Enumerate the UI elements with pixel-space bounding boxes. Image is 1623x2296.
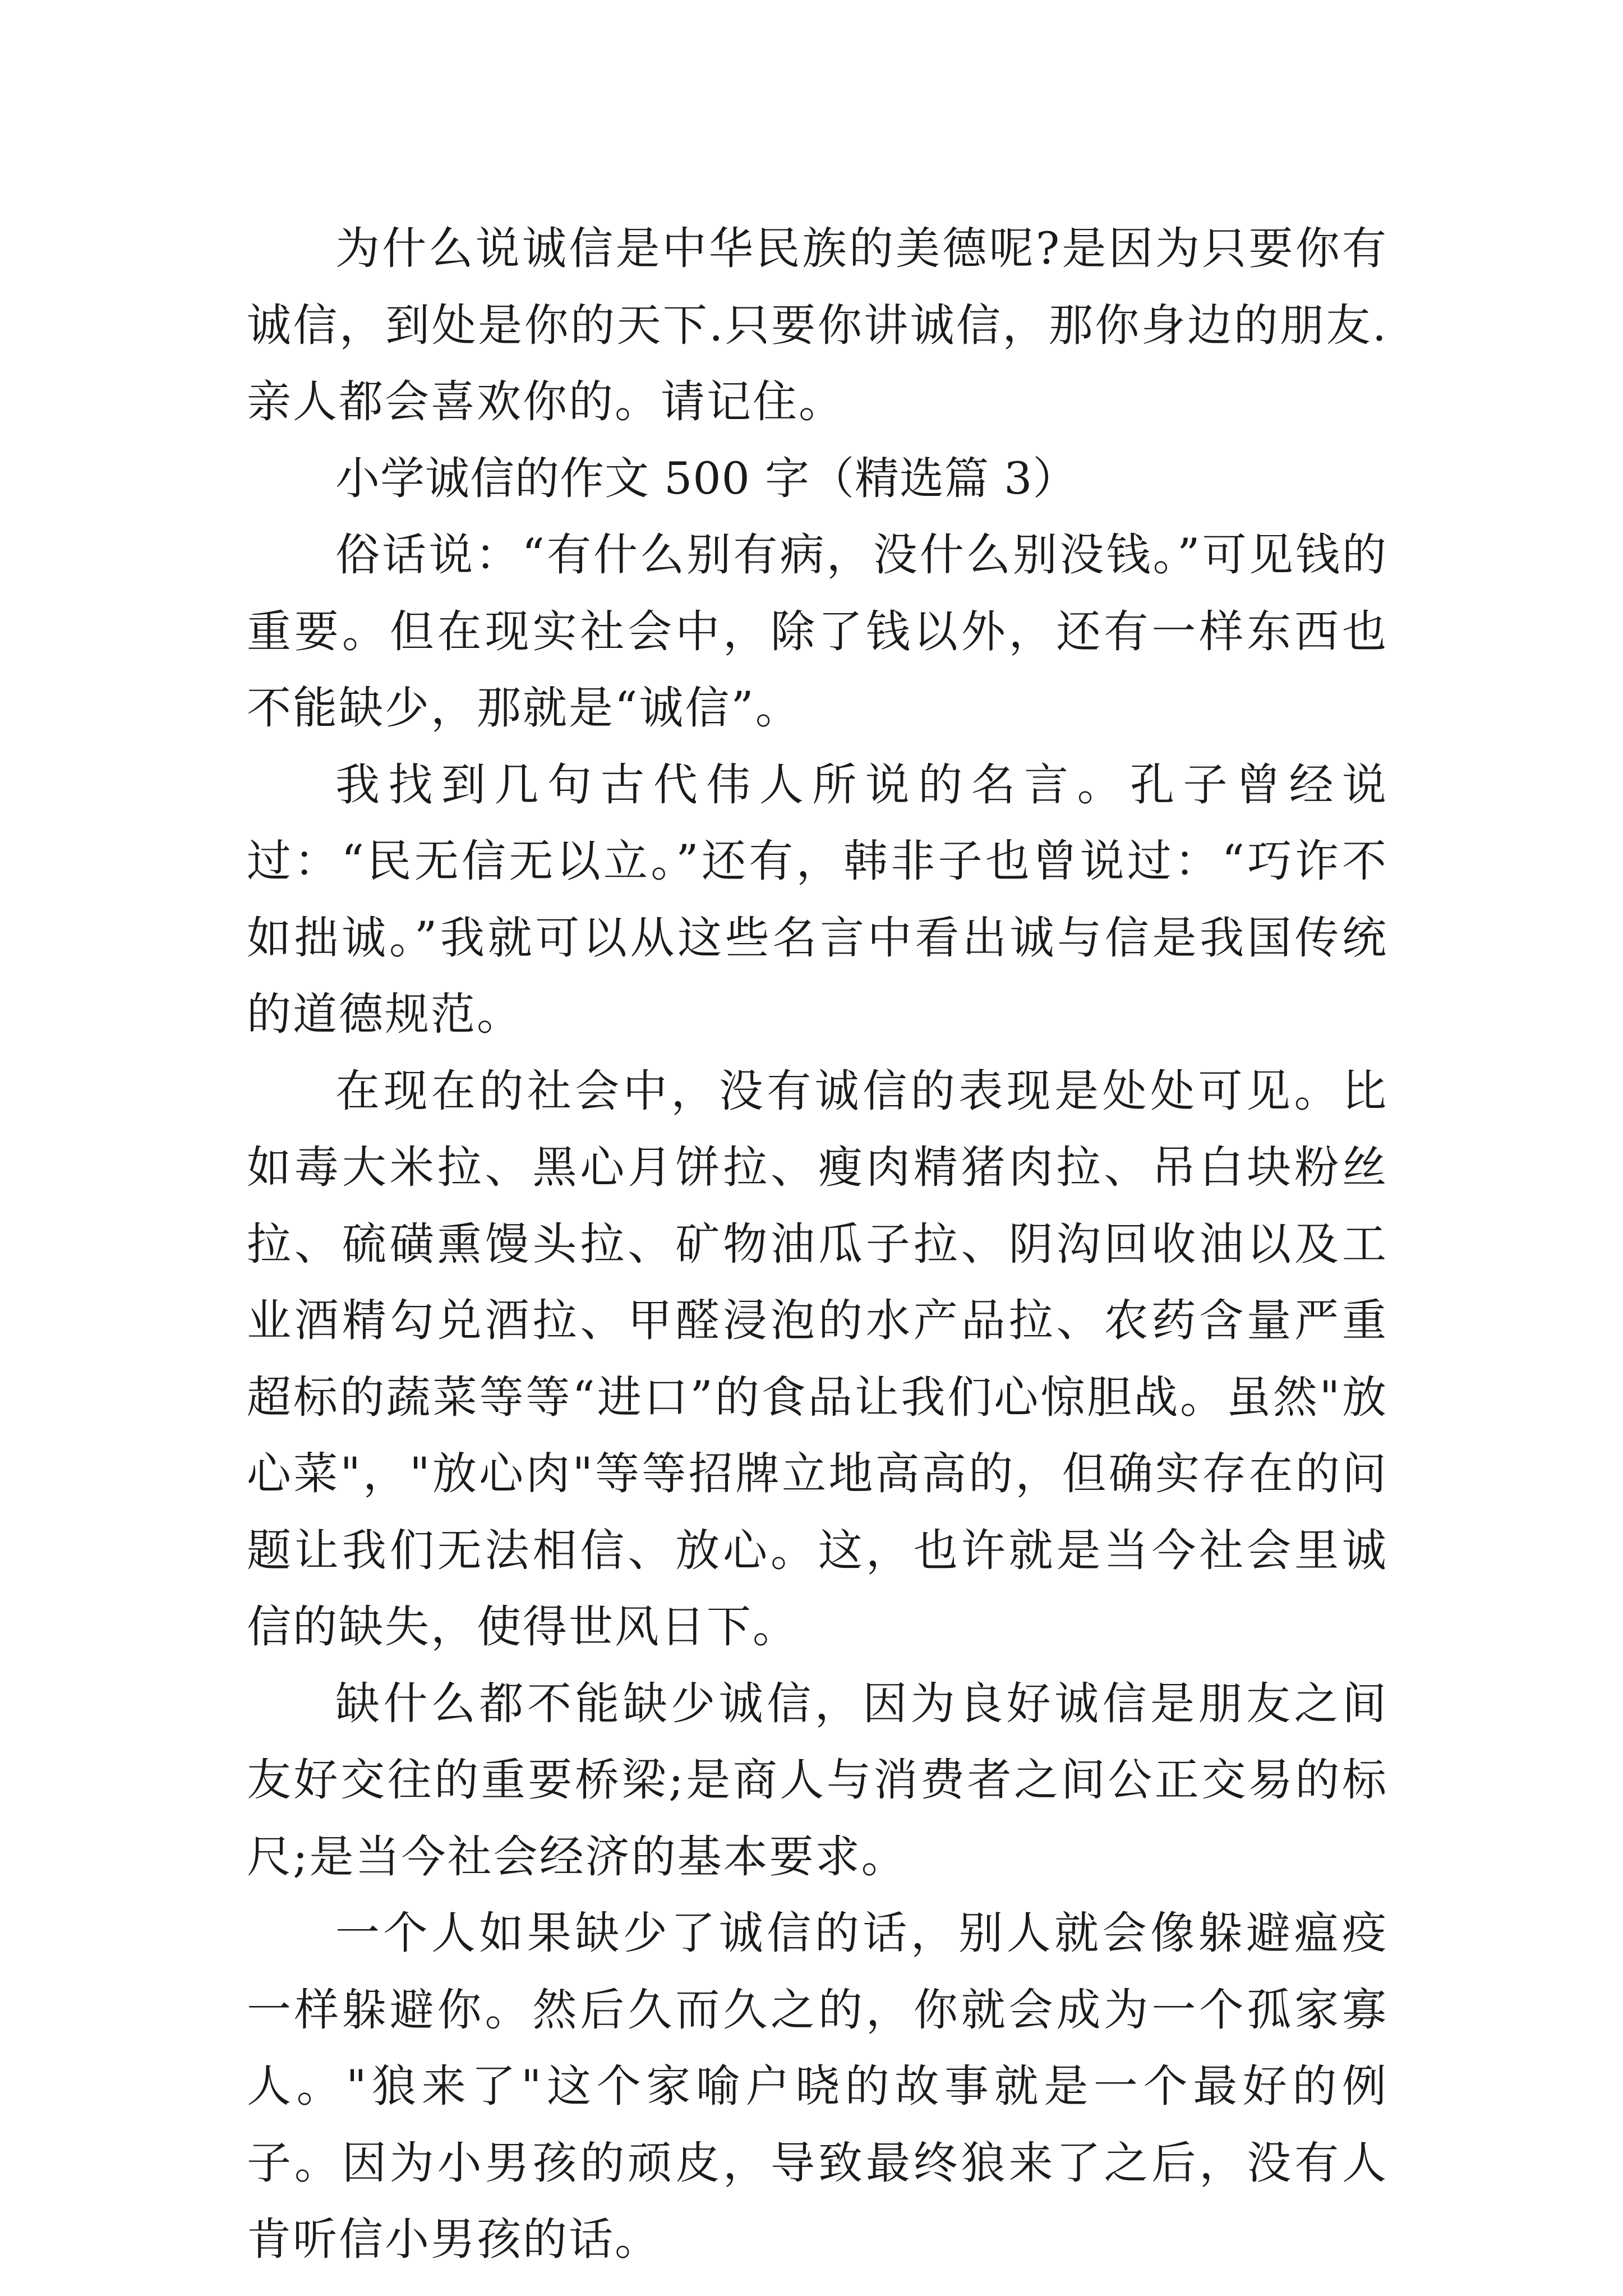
paragraph-quotes: 我找到几句古代伟人所说的名言。孔子曾经说过：“民无信无以立。”还有，韩非子也曾说过：“巧诈不如拙诚。”我就可以从这些名言中看出诚与信是我国传统的道德规范。: [247, 758, 1388, 1040]
paragraph-society: 在现在的社会中，没有诚信的表现是处处可见。比如毒大米拉、黑心月饼拉、瘦肉精猪肉拉、吊白块粉丝拉、硫磺熏馒头拉、矿物油瓜子拉、阴沟回收油以及工业酒精勾兑酒拉、甲醛浸泡的水产品拉、农药含量严重超标的蔬菜等等“进口”的食品让我们心惊胆战。虽然"放心菜"，"放心肉"等等招牌立地高高的，但确实存在的问题让我们无法相信、放心。这，也许就是当今社会里诚信的缺失，使得世风日下。: [247, 1065, 1388, 1653]
paragraph-importance: 缺什么都不能缺少诚信，因为良好诚信是朋友之间友好交往的重要桥梁;是商人与消费者之间公正交易的标尺;是当今社会经济的基本要求。: [247, 1677, 1388, 1883]
document-body: [247, 210, 1388, 2278]
paragraph-proverb: 俗话说：“有什么别有病，没什么别没钱。”可见钱的重要。但在现实社会中，除了钱以外，还有一样东西也不能缺少，那就是“诚信”。: [247, 529, 1388, 734]
paragraph-example: 一个人如果缺少了诚信的话，别人就会像躲避瘟疫一样躲避你。然后久而久之的，你就会成为一个孤家寡人。"狼来了"这个家喻户晓的故事就是一个最好的例子。因为小男孩的顽皮，导致最终狼来了之后，没有人肯听信小男孩的话。: [247, 1907, 1388, 2265]
section-heading: 小学诚信的作文 500 字（精选篇 3）: [335, 452, 1078, 504]
paragraph-intro: 为什么说诚信是中华民族的美德呢?是因为只要你有诚信，到处是你的天下.只要你讲诚信，那你身边的朋友.亲人都会喜欢你的。请记住。: [247, 223, 1388, 427]
